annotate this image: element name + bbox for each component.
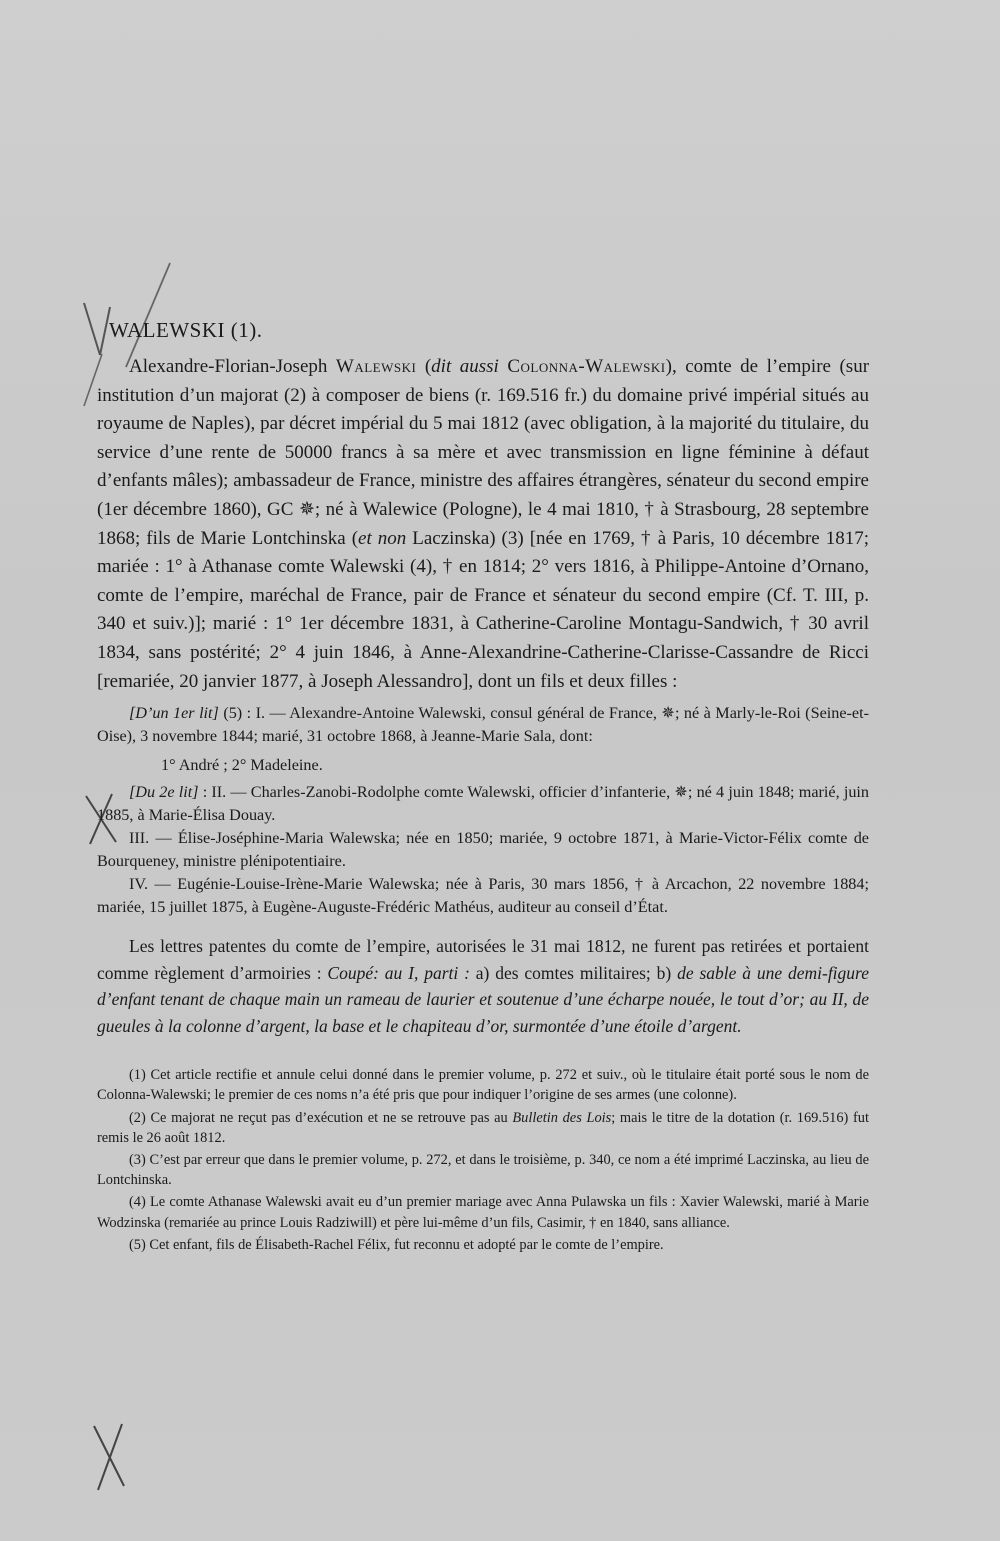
child-entry <box>97 781 869 827</box>
footnote-2 <box>97 1108 869 1148</box>
text-run: ( <box>416 356 432 377</box>
italic-run: Bulletin des Lois <box>512 1109 612 1126</box>
child-entry: IV. — Eugénie-Louise-Irène-Marie Walewska; née à Paris, 30 mars 1856, † à Arcachon, 22 novembre 1884; mariée, 15 juillet 1875, à Eugène-Auguste-Frédéric Mathéus, auditeur au conseil d’État. <box>97 875 869 917</box>
footnote-4: (4) Le comte Athanase Walewski avait eu d’un premier mariage avec Anna Pulawska un fils : Xavier Walewski, marié à Marie Wodzinska (remariée au prince Louis Radziwill) et père lui-même d’un fils, Casimir, † en 1840, sans alliance. <box>97 1194 869 1231</box>
blazon: de sable à une demi-figure d’enfant tenant de chaque main un rameau de laurier et soutenue d’une écharpe nouée, le tout d’or; au II, de gueules à la colonne d’argent, la base et le chapiteau d’or, surmontée d’une étoile d’argent. <box>97 962 869 1036</box>
pencil-cross-icon <box>88 1420 133 1495</box>
italic-run: Coupé: au I, parti : <box>327 962 470 983</box>
entry-heading: WALEWSKI (1). <box>109 318 263 342</box>
text-run: a) des comtes militaires; b) <box>469 962 678 983</box>
text-run: (2) Ce majorat ne reçut pas d’exécution et ne se retrouve pas au <box>129 1109 513 1126</box>
grandchildren: 1° André ; 2° Madeleine. <box>161 756 323 775</box>
footnote-3: (3) C’est par erreur que dans le premier volume, p. 272, et dans le troisième, p. 340, ce nom a été imprimé Laczinska, au lieu de Lontchinska. <box>97 1151 869 1189</box>
footnotes <box>97 1065 869 1255</box>
text-run: ; mais le titre de la dotation (r. 169.516) fut remis le 26 août 1812. <box>97 1109 869 1146</box>
italic-run: et non <box>358 527 407 549</box>
article-body <box>97 318 869 1257</box>
child-text: (5) : I. — Alexandre-Antoine Walewski, consul général de France, ✵; né à Marly-le-Roi (Seine-et-Oise), 3 novembre 1844; marié, 31 octobre 1868, à Jeanne-Marie Sala, dont: <box>97 704 869 746</box>
footnote-5: (5) Cet enfant, fils de Élisabeth-Rachel Félix, fut reconnu et adopté par le comte de l’empire. <box>129 1236 664 1253</box>
arms-paragraph <box>97 933 869 1039</box>
child-text: : II. — Charles-Zanobi-Rodolphe comte Walewski, officier d’infanterie, ✵; né 4 juin 1848; marié, juin 1885, à Marie-Élisa Douay. <box>97 783 870 825</box>
italic-run: dit aussi <box>431 356 499 377</box>
child-entry: III. — Élise-Joséphine-Maria Walewska; née en 1850; mariée, 9 octobre 1871, à Marie-Victor-Félix comte de Bourqueney, ministre plénipotentiaire. <box>97 829 869 871</box>
text-run: ), comte de l’empire (sur institution d’un majorat (2) à composer de biens (r. 169.516 fr.) du domaine privé impérial situés au royaume de Naples), par décret impérial du 5 mai 1812 (avec obligation, à la majorité du titulaire, du service d’une rente de 50000 francs à sa mère et avec transmission en ligne féminine à défaut d’enfants mâles); ambassadeur de France, ministre des affaires étrangères, sénateur du second empire (1er décembre 1860), GC ✵; né à Walewice (Pologne), le 4 mai 1810, † à Strasbourg, 28 septembre 1868; fils de Marie Lontchinska ( <box>97 356 870 549</box>
surname: Walewski <box>335 356 417 377</box>
children-list <box>97 702 869 919</box>
marriage-label: [Du 2e lit] <box>129 783 199 802</box>
alias-name: Colonna-Walewski <box>507 356 666 377</box>
text-run: Les lettres patentes du comte de l’empire, autorisées le 31 mai 1812, ne furent pas retirées et portaient comme règlement d’armoiries : <box>97 936 869 983</box>
marriage-label: [D’un 1er lit] <box>129 704 219 723</box>
text-run: Alexandre-Florian-Joseph <box>129 356 336 377</box>
text-run: Laczinska) (3) [née en 1769, † à Paris, 10 décembre 1817; mariée : 1° à Athanase comte Walewski (4), † en 1814; 2° vers 1816, à Philippe-Antoine d’Ornano, comte de l’empire, maréchal de France, pair de France et sénateur du second empire (Cf. T. III, p. 340 et suiv.)]; marié : 1° 1er décembre 1831, à Catherine-Caroline Montagu-Sandwich, † 30 avril 1834, sans postérité; 2° 4 juin 1846, à Anne-Alexandrine-Catherine-Clarisse-Cassandre de Ricci [remariée, 20 janvier 1877, à Joseph Alessandro], dont un fils et deux filles : <box>97 527 870 692</box>
footnote-1: (1) Cet article rectifie et annule celui donné dans le premier volume, p. 272 et suiv., où le titulaire était porté sous le nom de Colonna-Walewski; le premier de ces noms n’a été pris que pour indiquer l’origine de ses armes (une colonne). <box>97 1067 869 1104</box>
main-paragraph <box>97 353 869 696</box>
child-entry <box>97 702 869 748</box>
